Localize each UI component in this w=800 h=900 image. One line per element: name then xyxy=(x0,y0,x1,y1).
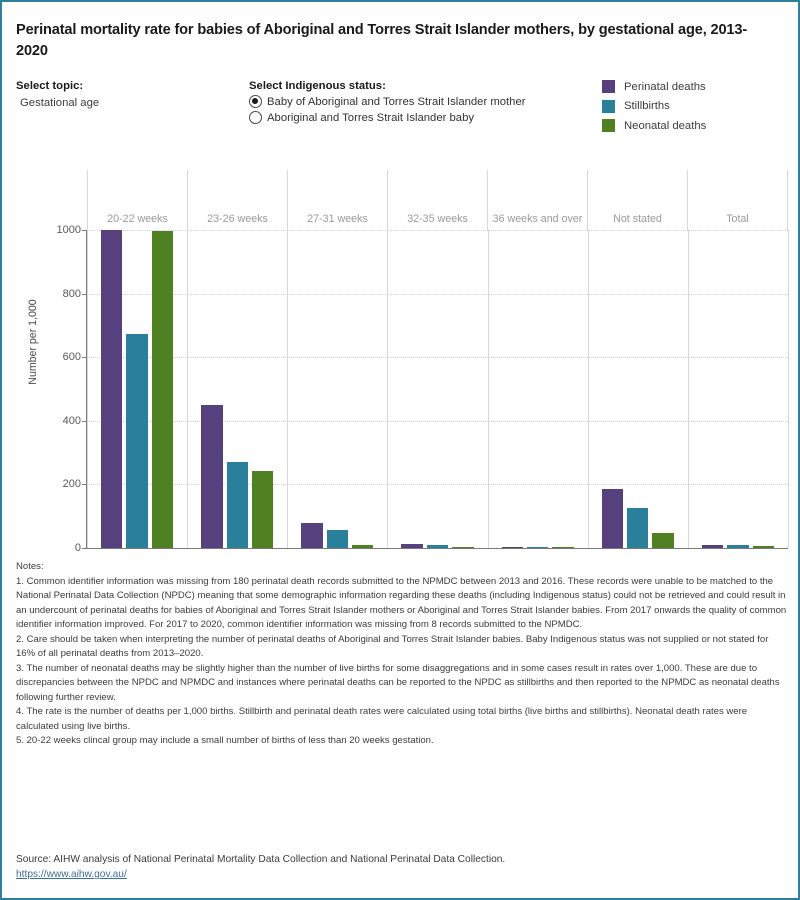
bar[interactable] xyxy=(702,545,723,548)
radio-option-baby-of-mother-label: Baby of Aboriginal and Torres Strait Islander mother xyxy=(267,95,526,108)
radio-option-indigenous-baby[interactable] xyxy=(249,111,526,124)
source-link[interactable]: https://www.aihw.gov.au/ xyxy=(16,869,127,881)
category-header xyxy=(187,170,287,230)
note-item: 1. Common identifier information was missing from 180 perinatal death records submitted to the NPMDC between 2013 and 2016. These records were unable to be matched to the National Perinatal Data Collection (NPDC) meaning that some demographic information regarding these deaths (including Indigenous status) could not be retrieved and could result in an undercount of perinatal deaths for babies of Aboriginal and Torres Strait Islander mothers or Aboriginal and Torres Strait Islander babies. From 2017 onwards the quality of common identifier information improved. For 2017 to 2020, common identifier information was missing from 8 records submitted to the NPMDC. xyxy=(16,575,787,630)
category-header-label: 32-35 weeks xyxy=(407,212,468,225)
bar-group xyxy=(488,230,588,548)
bar-group xyxy=(387,230,487,548)
bar[interactable] xyxy=(727,545,748,548)
plot xyxy=(56,170,788,554)
y-axis-tick-label: 400 xyxy=(62,414,81,427)
bar[interactable] xyxy=(252,471,273,548)
bar[interactable] xyxy=(427,545,448,548)
y-axis-tick-label: 0 xyxy=(74,542,81,554)
plot-area xyxy=(56,224,788,554)
bar[interactable] xyxy=(627,508,648,548)
bar-groups xyxy=(87,230,788,548)
radio-unselected-icon[interactable] xyxy=(249,111,262,124)
select-topic-value[interactable]: Gestational age xyxy=(20,97,100,109)
category-header xyxy=(387,170,487,230)
bar[interactable] xyxy=(152,231,173,548)
legend-label-neonatal-deaths: Neonatal deaths xyxy=(624,119,707,132)
y-axis-tick-label: 600 xyxy=(62,351,81,364)
note-item: 5. 20-22 weeks clincal group may include a small number of births of less than 20 weeks gestation. xyxy=(16,735,434,746)
category-header-label: Not stated xyxy=(613,212,662,225)
legend-swatch-stillbirths xyxy=(602,100,615,113)
category-header-band xyxy=(87,170,788,230)
chart-legend xyxy=(602,80,706,139)
select-indigenous-status-group xyxy=(249,80,526,124)
select-indigenous-status-label: Select Indigenous status: xyxy=(249,80,386,92)
y-axis-tick-mark xyxy=(82,548,87,549)
bar[interactable] xyxy=(327,530,348,548)
bar[interactable] xyxy=(452,547,473,548)
bar[interactable] xyxy=(401,544,422,548)
bar[interactable] xyxy=(352,545,373,548)
category-header xyxy=(587,170,687,230)
legend-swatch-perinatal-deaths xyxy=(602,80,615,93)
notes-block xyxy=(16,560,788,749)
select-topic-group xyxy=(16,80,99,109)
bar[interactable] xyxy=(753,546,774,548)
bar[interactable] xyxy=(126,334,147,548)
bar-group xyxy=(287,230,387,548)
bar[interactable] xyxy=(652,533,673,548)
note-item: 3. The number of neonatal deaths may be slightly higher than the number of live births for some disaggregations and in some cases result in rates over 1,000. These are due to discrepancies between the NPDC and NPMDC and instances where perinatal deaths can be reported to the NPDC as stillbirths and then reported to the NPMDC as neonatal deaths following further review. xyxy=(16,662,780,703)
bar[interactable] xyxy=(502,547,523,548)
category-header-label: Total xyxy=(726,212,749,225)
source-text: Source: AIHW analysis of National Perinatal Mortality Data Collection and National Perinatal Data Collection. xyxy=(16,854,506,865)
category-header-label: 20-22 weeks xyxy=(107,212,168,225)
radio-selected-icon[interactable] xyxy=(249,95,262,108)
bar-group xyxy=(87,230,187,548)
bar[interactable] xyxy=(227,462,248,548)
page-title: Perinatal mortality rate for babies of Aboriginal and Torres Strait Islander mothers, by gestational age, 2013-2020 xyxy=(16,22,748,59)
radio-option-baby-of-mother[interactable] xyxy=(249,95,526,108)
bar[interactable] xyxy=(301,523,322,548)
footer-block xyxy=(16,852,716,883)
category-separator xyxy=(788,230,789,548)
bar-chart xyxy=(16,170,788,555)
legend-item-neonatal-deaths[interactable] xyxy=(602,119,706,132)
legend-label-stillbirths: Stillbirths xyxy=(624,100,670,112)
y-axis-tick-label: 800 xyxy=(62,287,81,300)
category-header xyxy=(287,170,387,230)
bar[interactable] xyxy=(552,547,573,548)
radio-option-indigenous-baby-label: Aboriginal and Torres Strait Islander baby xyxy=(267,111,475,124)
y-axis-tick-label: 200 xyxy=(62,478,81,491)
legend-item-stillbirths[interactable] xyxy=(602,100,706,113)
bar-group xyxy=(688,230,788,548)
bar-group xyxy=(187,230,287,548)
y-axis-tick-label: 1000 xyxy=(56,224,81,236)
category-header-label: 36 weeks and over xyxy=(492,212,583,225)
legend-item-perinatal-deaths[interactable] xyxy=(602,80,706,93)
notes-heading: Notes: xyxy=(16,561,44,572)
bar[interactable] xyxy=(101,230,122,548)
note-item: 4. The rate is the number of deaths per 1,000 births. Stillbirth and perinatal death rates were calculated using total births (live births and stillbirths). Neonatal death rates were calculated using live births. xyxy=(16,706,748,732)
category-header xyxy=(687,170,788,230)
legend-label-perinatal-deaths: Perinatal deaths xyxy=(624,80,706,93)
category-header-label: 27-31 weeks xyxy=(307,212,368,225)
note-item: 2. Care should be taken when interpreting the number of perinatal deaths of Aboriginal and Torres Strait Islander babies. Baby Indigenous status was not supplied or not stated for 16% of all perinatal deaths from 2013–2020. xyxy=(16,633,769,659)
select-topic-label: Select topic: xyxy=(16,80,84,92)
y-axis-title: Number per 1,000 xyxy=(27,299,39,385)
legend-swatch-neonatal-deaths xyxy=(602,119,615,132)
category-header xyxy=(487,170,587,230)
bar-group xyxy=(588,230,688,548)
category-header-label: 23-26 weeks xyxy=(207,212,268,225)
bar[interactable] xyxy=(602,489,623,548)
bar[interactable] xyxy=(201,405,222,548)
category-header xyxy=(87,170,187,230)
bar[interactable] xyxy=(527,547,548,548)
